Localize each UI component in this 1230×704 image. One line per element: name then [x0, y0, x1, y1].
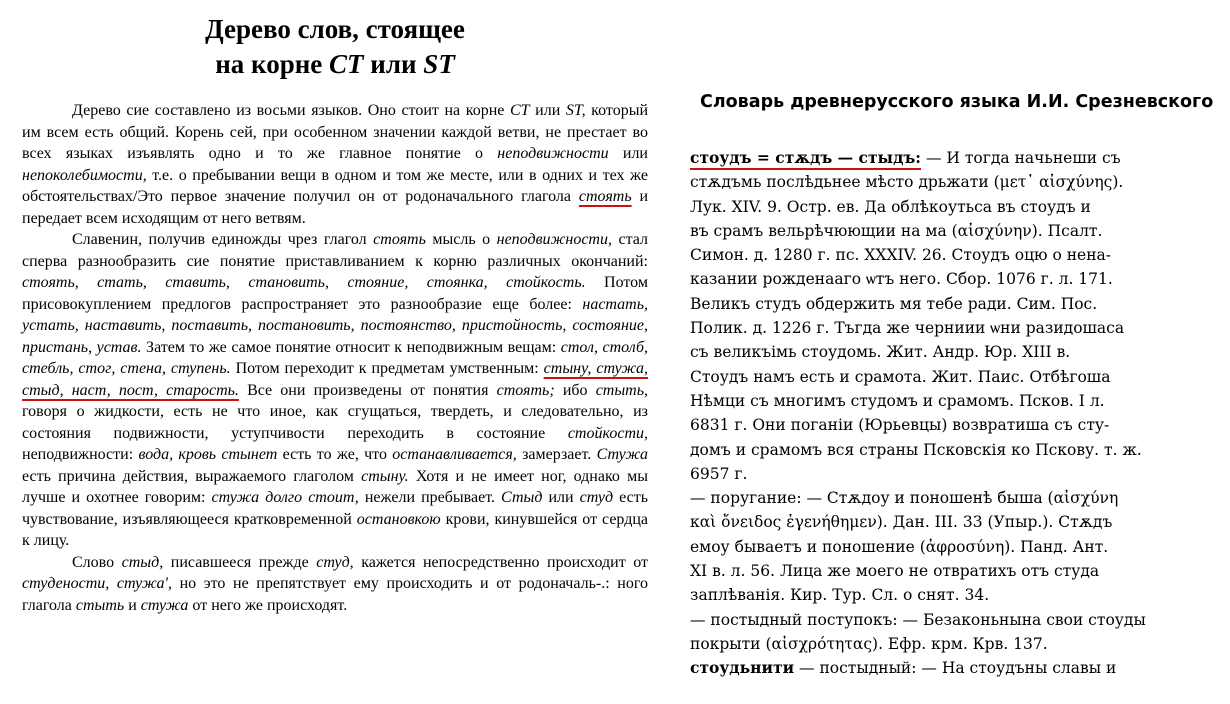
dictionary-line: [690, 438, 1224, 462]
article-body: [22, 100, 648, 616]
dictionary-line: [690, 583, 1224, 607]
dictionary-line: [690, 632, 1224, 656]
dictionary-headword: стоудъ = стѫдъ — стыдъ:: [690, 148, 921, 170]
dictionary-text: Нѣмци съ многимъ студомъ и срамомъ. Псков. I л.: [690, 391, 1105, 410]
dictionary-line: [690, 243, 1224, 267]
dictionary-line: [690, 656, 1224, 680]
dictionary-headword: стоудьнити: [690, 658, 795, 678]
dictionary-line: [690, 486, 1224, 510]
dictionary-text: Лук. XIV. 9. Остр. ев. Да облѣкоутьса въ стоудъ и: [690, 197, 1091, 216]
dictionary-text: Симон. д. 1280 г. пс. XXXIV. 26. Стоудъ оцю о нена-: [690, 246, 1112, 265]
paragraph-3: Слово стыд, писавшееся прежде студ, кажется непосредственно происходит от студености, стужа', но это не препятствует ему происходить и от родоначаль-.: ного глагола стыть и стужа от него же происходят.: [22, 553, 648, 614]
dictionary-line: [690, 219, 1224, 243]
underlined-word: стоять: [578, 188, 632, 205]
dictionary-line: [690, 389, 1224, 413]
title-root-st: ST: [423, 49, 455, 79]
dictionary-entry: [690, 146, 1224, 681]
dictionary-text: 6831 г. Они поганіи (Юрьевцы) возвратиша съ сту-: [690, 416, 1110, 435]
dictionary-text: Полик. д. 1226 г. Тъгда же черниии ѡни разидошаса: [690, 319, 1125, 338]
dictionary-text: — поругание: — Стѫдоу и поношенѣ быша (αἰσχύνη: [690, 489, 1119, 508]
title-line-1: Дерево слов, стоящее: [205, 14, 465, 44]
title-line-2: [22, 47, 648, 82]
dictionary-title: Словарь древнерусского языка И.И. Срезневского: [700, 92, 1214, 112]
dictionary-text: покрыти (αἰσχρότητας). Ефр. крм. Крв. 137.: [690, 634, 1048, 653]
dictionary-line: [690, 510, 1224, 534]
dictionary-panel: [686, 92, 1224, 681]
dictionary-text: — постыдный: — На стоудъны славы и: [794, 659, 1117, 678]
dictionary-line: [690, 316, 1224, 340]
dictionary-line: [690, 146, 1224, 170]
title-text: или: [363, 49, 424, 79]
dictionary-text: казании рожденааго ѡтъ него. Сбор. 1076 г. л. 171.: [690, 270, 1113, 289]
dictionary-text: емоу бываетъ и поношение (ἀφροσύνη). Панд. Ант.: [690, 537, 1109, 556]
dictionary-line: [690, 195, 1224, 219]
dictionary-text: стѫдъмь послѣдьнее мѣсто дрьжати (μετ᾿ αἰσχύνης).: [690, 173, 1124, 192]
dictionary-line: [690, 462, 1224, 486]
article-page: [22, 12, 648, 616]
dictionary-line: [690, 559, 1224, 583]
title-text: на корне: [215, 49, 330, 79]
dictionary-line: [690, 608, 1224, 632]
dictionary-text: καὶ ὄνειδος ἐγενήθημεν). Дан. III. 33 (Упыр.). Стѫдъ: [690, 513, 1113, 532]
dictionary-text: въ срамъ вельрѣчюющии на ма (αἰσχύνην). Псалт.: [690, 221, 1103, 240]
dictionary-line: [690, 535, 1224, 559]
dictionary-line: [690, 365, 1224, 389]
dictionary-text: съ великъімь стоудомь. Жит. Андр. Юр. XIII в.: [690, 343, 1071, 362]
dictionary-text: 6957 г.: [690, 464, 748, 483]
dictionary-line: [690, 340, 1224, 364]
dictionary-text: — постыдный поступокъ: — Безаконьнына свои стоуды: [690, 610, 1146, 629]
dictionary-text: заплѣванія. Кир. Тур. Сл. о снят. 34.: [690, 586, 990, 605]
dictionary-text: Стоудъ намъ есть и срамота. Жит. Паис. Отбѣгоша: [690, 367, 1111, 386]
dictionary-text: домъ и срамомъ вся страны Псковскія ко Пскову. т. ж.: [690, 440, 1142, 459]
dictionary-line: [690, 170, 1224, 194]
title-root-ct: CT: [329, 49, 364, 79]
dictionary-line: [690, 267, 1224, 291]
underlined-phrase: стыну, стужа, стыд, наст, пост, старость.: [22, 360, 648, 399]
dictionary-line: [690, 413, 1224, 437]
paragraph-1: Дерево сие составлено из восьми языков. Оно стоит на корне CT или ST, который им всем есть общий. Корень сей, при особенном значении каждой ветви, не престает во всех языках изъявлять одно и то же главное понятие о неподвижности или непоколебимости, т.е. о пребывании вещи в одном и том же месте, или в одних и тех же обстоятельствах/Это первое значение получил он от родоначального глагола стоять и передает всем исходящим от него ветвям.: [22, 102, 649, 227]
dictionary-line: [690, 292, 1224, 316]
dictionary-text: Великъ студъ обдержить мя тебе ради. Сим. Пос.: [690, 294, 1098, 313]
dictionary-text: XI в. л. 56. Лица же моего не отвратихъ отъ студа: [690, 562, 1100, 581]
paragraph-2: Славенин, получив единожды чрез глагол стоять мысль о неподвижности, стал сперва разнообразить сие понятие приставливанием к корню различных окончаний: стоять, стать, ставить, становить, стояние, стоянка, стойкость. Потом присовокуплением предлогов распространяет это разнообразие еще более: настать, устать, наставить, поставить, постановить, постоянство, пристойность, состояние, пристань, устав. Затем то же самое понятие относит к неподвижным вещам: стол, столб, стебль, стог, стена, ступень. Потом переходит к предметам умственным: стыну, стужа, стыд, наст, пост, старость. Все они произведены от понятия стоять; ибо стыть, говоря о жидкости, есть не что иное, как сгущаться, твердеть, и следовательно, из состояния подвижности, уступчивости переходить в состояние стойкости, неподвижности: вода, кровь стынет есть то же, что останавливается, замерзает. Стужа есть причина действия, выражаемого глаголом стыну. Хотя и не имеет ног, однако мы лучше и охотнее говорим: стужа долго стоит, нежели пребывает. Стыд или студ есть чувствование, изъявляющееся кратковременной остановкою крови, кинувшейся от сердца к лицу.: [22, 231, 649, 549]
article-title: [22, 12, 648, 82]
dictionary-text: — И тогда начьнеши съ: [921, 149, 1121, 167]
